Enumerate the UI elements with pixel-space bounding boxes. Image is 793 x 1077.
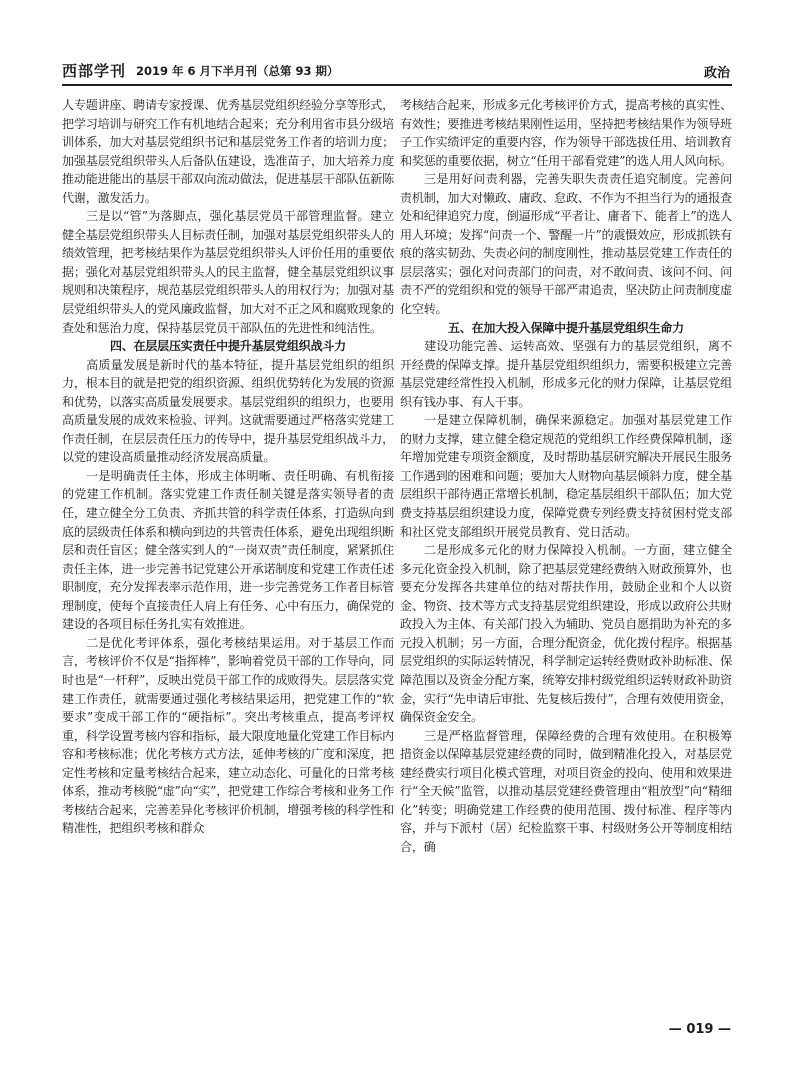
- paragraph: 一是明确责任主体，形成主体明晰、责任明确、有机衔接的党建工作机制。落实党建工作责任制关键是落实领导者的责任，建立健全分工负责、齐抓共管的科学责任体系，打造纵向到底的层级责任体系和横向到边的共管责任体系，避免出现组织断层和责任盲区；健全落实到人的“一岗双责”责任制度，紧紧抓住责任主体，进一步完善书记党建公开承诺制度和党建工作责任述职制度，充分发挥表率示范作用，进一步完善党务工作者目标管理制度，使每个直接责任人肩上有任务、心中有压力，确保党的建设的各项目标任务扎实有效推进。: [62, 468, 394, 632]
- paragraph: 三是以“管”为落脚点，强化基层党员干部管理监督。建立健全基层党组织带头人目标责任制，加强对基层党组织带头人的绩效管理，把考核结果作为基层党组织带头人评价任用的重要依据；强化对基层党组织带头人的民主监督，健全基层党组织议事规则和决策程序，规范基层党组织带头人的用权行为；加强对基层党组织带头人的党风廉政监督，加大对不正之风和腐败现象的查处和惩治力度，保持基层党员干部队伍的先进性和纯洁性。: [62, 209, 394, 335]
- paragraph: 考核结合起来，形成多元化考核评价方式，提高考核的真实性、有效性；要推进考核结果刚性运用，坚持把考核结果作为领导班子工作实绩评定的重要内容，作为领导干部选拔任用、培训教育和奖惩的重要依据，树立“任用干部看党建”的选人用人风向标。: [400, 98, 732, 168]
- page-number: — 019 —: [668, 1022, 731, 1037]
- right-column: [400, 96, 732, 856]
- paragraph: 建设功能完善、运转高效、坚强有力的基层党组织，离不开经费的保障支撑。提升基层党组织组织力，需要积极建立完善基层党建经常性投入机制，形成多元化的财力保障，让基层党组织有钱办事、有人干事。: [400, 339, 732, 409]
- paragraph: 一是建立保障机制，确保来源稳定。加强对基层党建工作的财力支撑，建立健全稳定规范的党组织工作经费保障机制，逐年增加党建专项资金额度，及时帮助基层研究解决开展民生服务工作遇到的困难和问题；要加大人财物向基层倾斜力度，健全基层组织干部待遇正常增长机制，稳定基层组织干部队伍；加大党费支持基层组织建设力度，保障党费专列经费支持贫困村党支部和社区党支部组织开展党员教育、党日活动。: [400, 413, 732, 539]
- section-title: 政治: [703, 66, 730, 81]
- issue-info: 2019 年 6 月下半月刊（总第 93 期）: [136, 64, 339, 78]
- left-column: [62, 96, 394, 838]
- journal-logo: 西部学刊: [62, 62, 127, 80]
- paragraph: 人专题讲座、聘请专家授课、优秀基层党组织经验分享等形式，把学习培训与研究工作有机地结合起来；充分利用省市县分级培训体系，加大对基层党组织书记和基层党务工作者的培训力度；加强基层党组织带头人后备队伍建设，选准苗子，加大培养力度推动能进能出的基层干部双向流动做法，促进基层干部队伍新陈代谢，激发活力。: [62, 98, 394, 205]
- paragraph: 三是严格监督管理，保障经费的合理有效使用。在积极筹措资金以保障基层党建经费的同时，做到精准化投入，对基层党建经费实行项目化模式管理，对项目资金的投向、使用和效果进行“全天候”监管，以推动基层党建经费管理由“粗放型”向“精细化”转变；明确党建工作经费的使用范围、拨付标准、程序等内容，并与下派村（居）纪检监察干事、村级财务公开等制度相结合，确: [400, 728, 732, 854]
- paragraph: 三是用好问责利器，完善失职失责责任追究制度。完善问责机制，加大对懒政、庸政、怠政、不作为不担当行为的通报查处和纪律追究力度，倒逼形成“平者让、庸者下、能者上”的选人用人环境；发挥“问责一个、警醒一片”的震慑效应，形成抓铁有痕的落实韧劲、失责必问的制度刚性，推动基层党建工作责任的层层落实；强化对问责部门的问责，对不敢问责、该问不问、问责不严的党组织和党的领导干部严肃追责，坚决防止问责制度虚化空转。: [400, 172, 732, 317]
- page-header: [62, 58, 732, 86]
- paragraph: 高质量发展是新时代的基本特征，提升基层党组织的组织力，根本目的就是把党的组织资源、组织优势转化为发展的资源和优势，以落实高质量发展要求。基层党组织的组织力，也要用高质量发展的成效来检验、评判。这就需要通过严格落实党建工作责任制，在层层责任压力的传导中，提升基层党组织战斗力，以党的建设高质量推动经济发展高质量。: [62, 357, 394, 465]
- paragraph: 二是形成多元化的财力保障投入机制。一方面，建立健全多元化资金投入机制，除了把基层党建经费纳入财政预算外，也要充分发挥各共建单位的结对帮扶作用，鼓励企业和个人以资金、物资、技术等方式支持基层党组织建设，形成以政府公共财政投入为主体、有关部门投入为辅助、党员自愿捐助为补充的多元投入机制；另一方面，合理分配资金，优化拨付程序。根据基层党组织的实际运转情况，科学制定运转经费财政补助标准、保障范围以及资金分配方案，统筹安排村级党组织运转财政补助资金，实行“先申请后审批、先复核后拨付”，合理有效使用资金，确保资金安全。: [400, 543, 732, 725]
- section-heading: 五、在加大投入保障中提升基层党组织生命力: [447, 320, 684, 335]
- paragraph: 二是优化考评体系，强化考核结果运用。对于基层工作而言，考核评价不仅是“指挥棒”，影响着党员干部的工作导向，同时也是“一杆秤”，反映出党员干部工作的成败得失。层层落实党建工作责任，就需要通过强化考核结果运用，把党建工作的“软要求”变成干部工作的“硬指标”。突出考核重点，提高考评权重，科学设置考核内容和指标，最大限度地量化党建工作目标内容和考核标准；优化考核方式方法，延伸考核的广度和深度，把定性考核和定量考核结合起来，建立动态化、可量化的日常考核体系，推动考核脱“虚”向“实”，把党建工作综合考核和业务工作考核结合起来，完善差异化考核评价机制，增强考核的科学性和精准性，把组织考核和群众: [62, 635, 394, 836]
- section-heading: 四、在层层压实责任中提升基层党组织战斗力: [109, 339, 346, 354]
